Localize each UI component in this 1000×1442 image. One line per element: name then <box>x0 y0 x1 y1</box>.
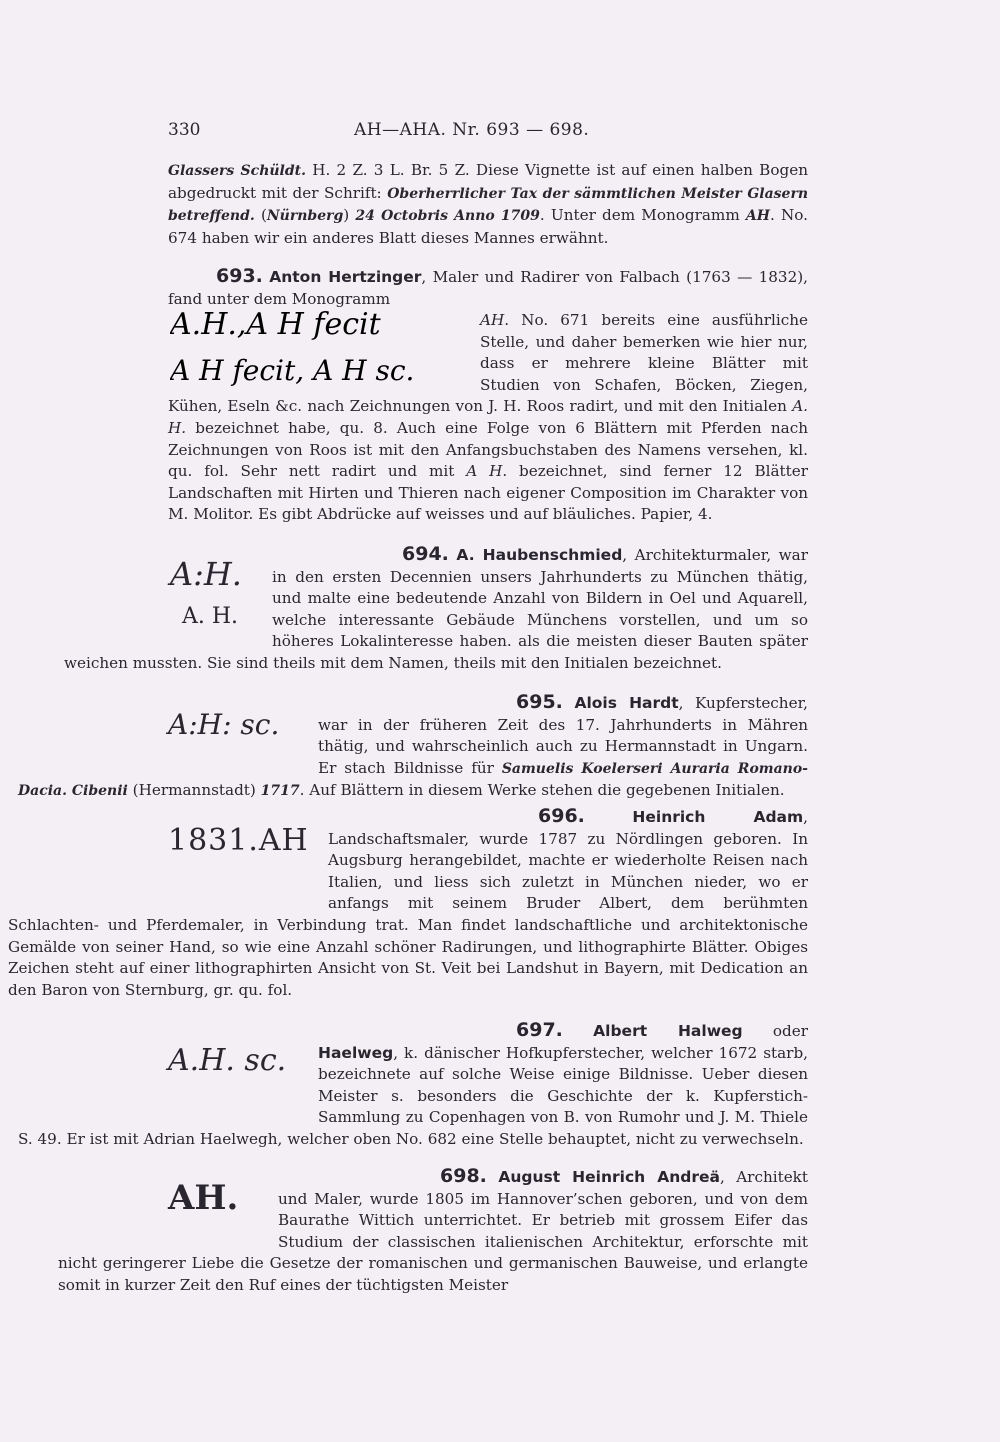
initials-2: A H. <box>466 462 508 481</box>
monogram-696: 1831.AH <box>168 823 309 858</box>
entry-696 <box>8 805 808 1001</box>
entry-number: 694. <box>402 543 449 565</box>
entry-number: 696. <box>538 805 585 827</box>
intro-title: Glassers Schüldt. <box>168 163 306 179</box>
entry-text-3: . Auf Blättern in diesem Werke stehen die gegebenen Initialen. <box>299 781 785 800</box>
initials: A. H. <box>168 397 808 437</box>
artist-name: Albert Halweg <box>593 1022 743 1040</box>
entry-text: , Architekturmaler, war in den ersten Decennien unsers Jahrhunderts zu München thätig, und malte eine bedeutende Anzahl von Bildern in Oel und Aquarell, welche interessante Gebäude Münchens vorstellen, und um so höheres Lokalinteresse haben. als die meisten dieser Bauten später weichen mussten. Sie sind theils mit dem Namen, theils mit den Initialen bezeichnet. <box>64 546 808 672</box>
intro-paren-open: ( <box>254 206 267 225</box>
page-header <box>168 120 808 142</box>
entry-text: , Landschaftsmaler, wurde 1787 zu Nördlingen geboren. In Augsburg herangebildet, machte er wiederholte Reisen nach Italien, und liess sich zuletzt in München nieder, wo er anfangs mit seinem Bruder Albert, dem berühmten Schlachten- und Pferdemaler, in Verbindung trat. Man findet landschaftliche und architektonische Gemälde von seiner Hand, so wie eine Anzahl schöner Radirungen, und lithographirte Blätter. Obiges Zeichen steht auf einer lithographirten Ansicht von St. Veit bei Landshut in Bayern, mit Dedication an den Baron von Sternburg, gr. qu. fol. <box>8 808 808 999</box>
entry-698 <box>58 1165 808 1297</box>
book-title: Samuelis Koelerseri Auraria Romano-Dacia. Cibenii <box>18 760 808 800</box>
intro-paragraph <box>168 160 808 249</box>
entry-text-2: . No. 671 bereits eine ausführliche Stelle, und daher bemerken wie hier nur, dass er mehrere kleine Blätter mit Studien von Schafen, Böcken, Ziegen, Kühen, Eseln &c. nach Zeichnungen von J. H. Roos radirt, und mit den Initialen <box>168 311 808 416</box>
entry-697 <box>18 1019 808 1151</box>
entry-text-4: bezeichnet, sind ferner 12 Blätter Landschaften mit Hirten und Thieren nach eigener Composition im Charakter von M. Molitor. Es gibt Abdrücke auf weisses und auf bläuliches. Papier, 4. <box>168 462 808 524</box>
monogram-space <box>168 310 480 396</box>
entry-text: , Architekt und Maler, wurde 1805 im Hannover’schen geboren, und von dem Baurathe Wittich unterrichtet. Er betrieb mit grossem Eifer das Studium der classischen italienischen Architektur, erforschte mit nicht geringerer Liebe die Gesetze der romanischen und germanischen Bauweise, und erlangte somit in kurzer Zeit den Ruf eines der tüchtigsten Meister <box>58 1168 808 1294</box>
monogram-694-line2: A. H. <box>182 604 239 629</box>
artist-name: August Heinrich Andreä <box>498 1168 720 1186</box>
monogram-698: AH. <box>168 1178 239 1218</box>
running-title: AH—AHA. Nr. 693 — 698. <box>354 120 590 140</box>
entry-text-3: bezeichnet habe, qu. 8. Auch eine Folge von 6 Blättern mit Pferden nach Zeichnungen von Roos ist mit den Anfangsbuchstaben des Namens versehen, kl. qu. fol. Sehr nett radirt und mit <box>168 418 808 481</box>
artist-name: Heinrich Adam <box>632 808 804 826</box>
entry-695 <box>18 691 808 803</box>
monogram-694 <box>168 544 272 642</box>
intro-inscription: Oberherrlicher Tax der sämmtlichen Meister Glasern betreffend. <box>168 185 809 225</box>
entry-text: , k. dänischer Hofkupferstecher, welcher 1672 starb, bezeichnete auf solche Weise einige Bildnisse. Ueber diesen Meister s. besonders die Geschichte der k. Kupferstich-Sammlung zu Copenhagen von B. von Rumohr und J. M. Thiele S. 49. Er ist mit Adrian Haelwegh, welcher oben No. 682 eine Stelle behauptet, nicht zu verwechseln. <box>18 1043 808 1148</box>
intro-text-3: . No. 674 haben wir ein anderes Blatt dieses Mannes erwähnt. <box>168 206 808 247</box>
artist-name: A. Haubenschmied <box>456 546 623 564</box>
intro-date: 24 Octobris Anno 1709 <box>355 208 540 225</box>
entry-number: 695. <box>516 691 563 713</box>
entry-or: oder <box>742 1022 808 1040</box>
page-number: 330 <box>168 120 201 140</box>
artist-name: Alois Hardt <box>574 694 679 712</box>
intro-place: Nürnberg <box>266 208 344 225</box>
entry-number: 693. <box>216 265 263 287</box>
intro-text: H. 2 Z. 3 L. Br. 5 Z. Diese Vignette ist auf einen halben Bogen abgedruckt mit der Schrift: <box>168 161 808 202</box>
artist-name: Anton Hertzinger <box>269 268 422 286</box>
year: 1717 <box>260 783 300 800</box>
monogram-693-line1: A.H.,A H fecit <box>170 307 381 342</box>
entry-693-body <box>168 310 808 526</box>
intro-monogram-ref: AH <box>745 208 770 225</box>
intro-paren-close: ) <box>343 206 356 225</box>
intro-text-2: . Unter dem Monogramm <box>539 206 746 225</box>
monogram-693-line2: A H fecit, A H sc. <box>170 354 415 387</box>
entry-text: , Maler und Radirer von Falbach (1763 — 1832), fand unter dem Monogramm <box>168 268 808 308</box>
monogram-ref: AH <box>480 311 505 329</box>
artist-name-alt: Haelweg <box>318 1043 394 1062</box>
monogram-697: A.H. sc. <box>168 1043 287 1078</box>
entry-number: 698. <box>440 1165 487 1187</box>
entry-text: , Kupferstecher, war in der früheren Zeit des 17. Jahrhunderts in Mähren thätig, und wahrscheinlich auch zu Hermannstadt in Ungarn. Er stach Bildnisse für <box>318 694 808 777</box>
monogram-694-line1: A:H. <box>170 555 242 593</box>
monogram-695: A:H: sc. <box>168 708 280 741</box>
entry-text-2: (Hermannstadt) <box>127 781 261 800</box>
entry-694 <box>64 543 808 675</box>
entry-number: 697. <box>516 1019 563 1041</box>
